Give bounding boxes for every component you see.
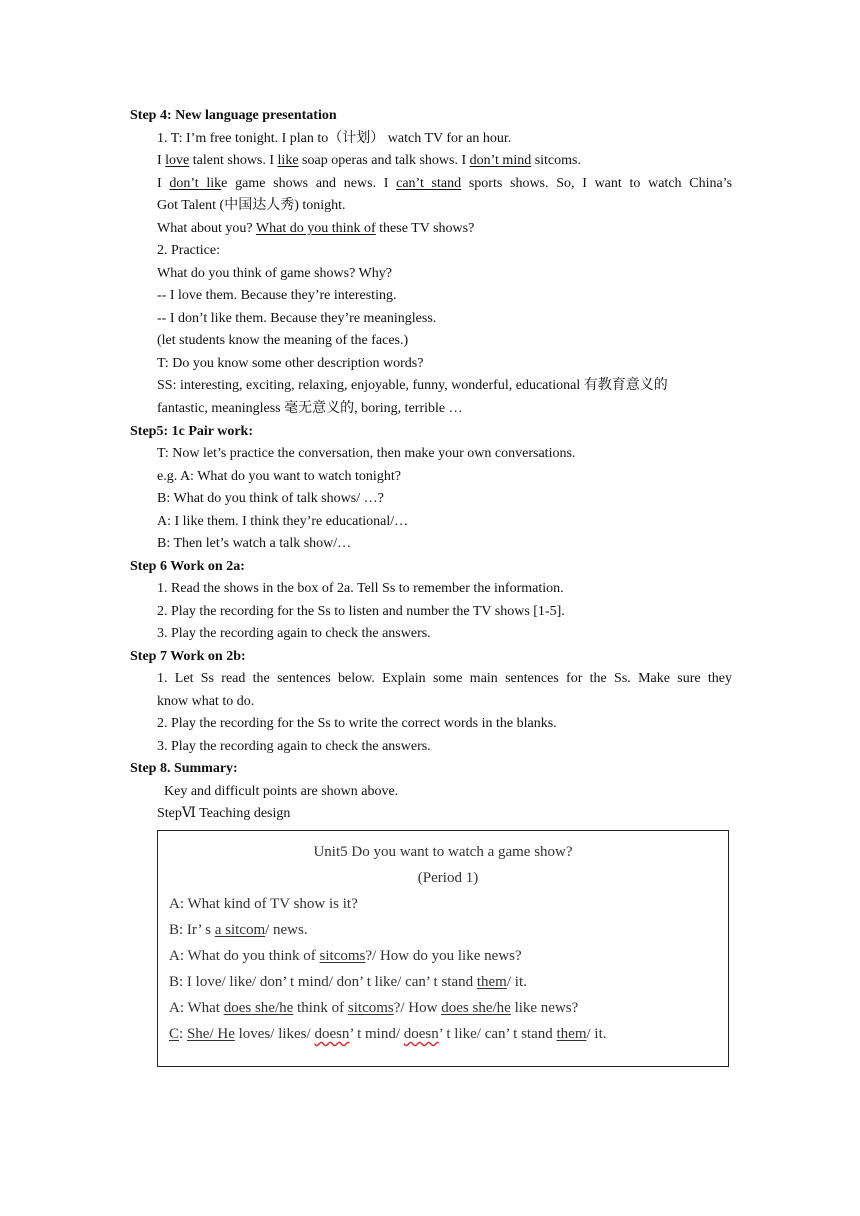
step6-line-2: 2. Play the recording for the Ss to listen and number the TV shows [1-5]. [157, 604, 565, 619]
step8-line-2: StepⅥ Teaching design [157, 806, 291, 821]
step7-heading: Step 7 Work on 2b: [130, 649, 246, 664]
design-row-2: B: Ir’ s a sitcom/ news. [169, 922, 308, 938]
step7-line-2: know what to do. [157, 694, 255, 709]
step5-line-3: B: What do you think of talk shows/ …? [157, 491, 384, 506]
step6-line-1: 1. Read the shows in the box of 2a. Tell Ss to remember the information. [157, 581, 564, 596]
step8-heading: Step 8. Summary: [130, 761, 238, 776]
design-title: Unit5 Do you want to watch a game show? [313, 844, 573, 860]
step4-line-2: I love talent shows. I like soap operas and talk shows. I don’t mind sitcoms. [157, 153, 581, 168]
step8-line-1: Key and difficult points are shown above. [164, 784, 399, 799]
step4-line-7: What do you think of game shows? Why? [157, 266, 392, 281]
step4-line-5: What about you? What do you think of these TV shows? [157, 221, 475, 236]
step5-line-1: T: Now let’s practice the conversation, then make your own conversations. [157, 446, 576, 461]
step4-line-8: -- I love them. Because they’re interesting. [157, 288, 397, 303]
design-row-4: B: I love/ like/ don’ t mind/ don’ t like/ can’ t stand them/ it. [169, 974, 527, 990]
teaching-design-box [157, 830, 729, 1067]
step7-line-3: 2. Play the recording for the Ss to write the correct words in the blanks. [157, 716, 557, 731]
step4-line-3: I don’t like game shows and news. I can’t stand sports shows. So, I want to watch China’s [157, 176, 733, 191]
step7-line-1: 1. Let Ss read the sentences below. Explain some main sentences for the Ss. Make sure they [157, 671, 732, 686]
design-row-1: A: What kind of TV show is it? [169, 896, 358, 912]
design-row-6: C: She/ He loves/ likes/ doesn’ t mind/ doesn’ t like/ can’ t stand them/ it. [169, 1026, 607, 1042]
step5-heading: Step5: 1c Pair work: [130, 424, 253, 439]
step5-line-2: e.g. A: What do you want to watch tonight? [157, 469, 401, 484]
step7-line-4: 3. Play the recording again to check the answers. [157, 739, 431, 754]
step4-line-10: (let students know the meaning of the faces.) [157, 333, 409, 348]
step4-line-11: T: Do you know some other description words? [157, 356, 424, 371]
step4-line-6: 2. Practice: [157, 243, 220, 258]
step4-line-12: SS: interesting, exciting, relaxing, enjoyable, funny, wonderful, educational 有教育意义的 [157, 378, 668, 393]
design-row-5: A: What does she/he think of sitcoms?/ How does she/he like news? [169, 1000, 579, 1016]
design-period: (Period 1) [417, 870, 479, 886]
design-row-3: A: What do you think of sitcoms?/ How do you like news? [169, 948, 522, 964]
step4-line-9: -- I don’t like them. Because they’re meaningless. [157, 311, 437, 326]
step6-heading: Step 6 Work on 2a: [130, 559, 245, 574]
step6-line-3: 3. Play the recording again to check the answers. [157, 626, 431, 641]
step4-line-4: Got Talent (中国达人秀) tonight. [157, 198, 346, 213]
step5-line-4: A: I like them. I think they’re educational/… [157, 514, 409, 529]
step5-line-5: B: Then let’s watch a talk show/… [157, 536, 352, 551]
step4-line-13: fantastic, meaningless 毫无意义的, boring, terrible … [157, 401, 463, 416]
step4-line-1: 1. T: I’m free tonight. I plan to（计划） watch TV for an hour. [157, 131, 512, 146]
step4-heading: Step 4: New language presentation [130, 108, 337, 123]
